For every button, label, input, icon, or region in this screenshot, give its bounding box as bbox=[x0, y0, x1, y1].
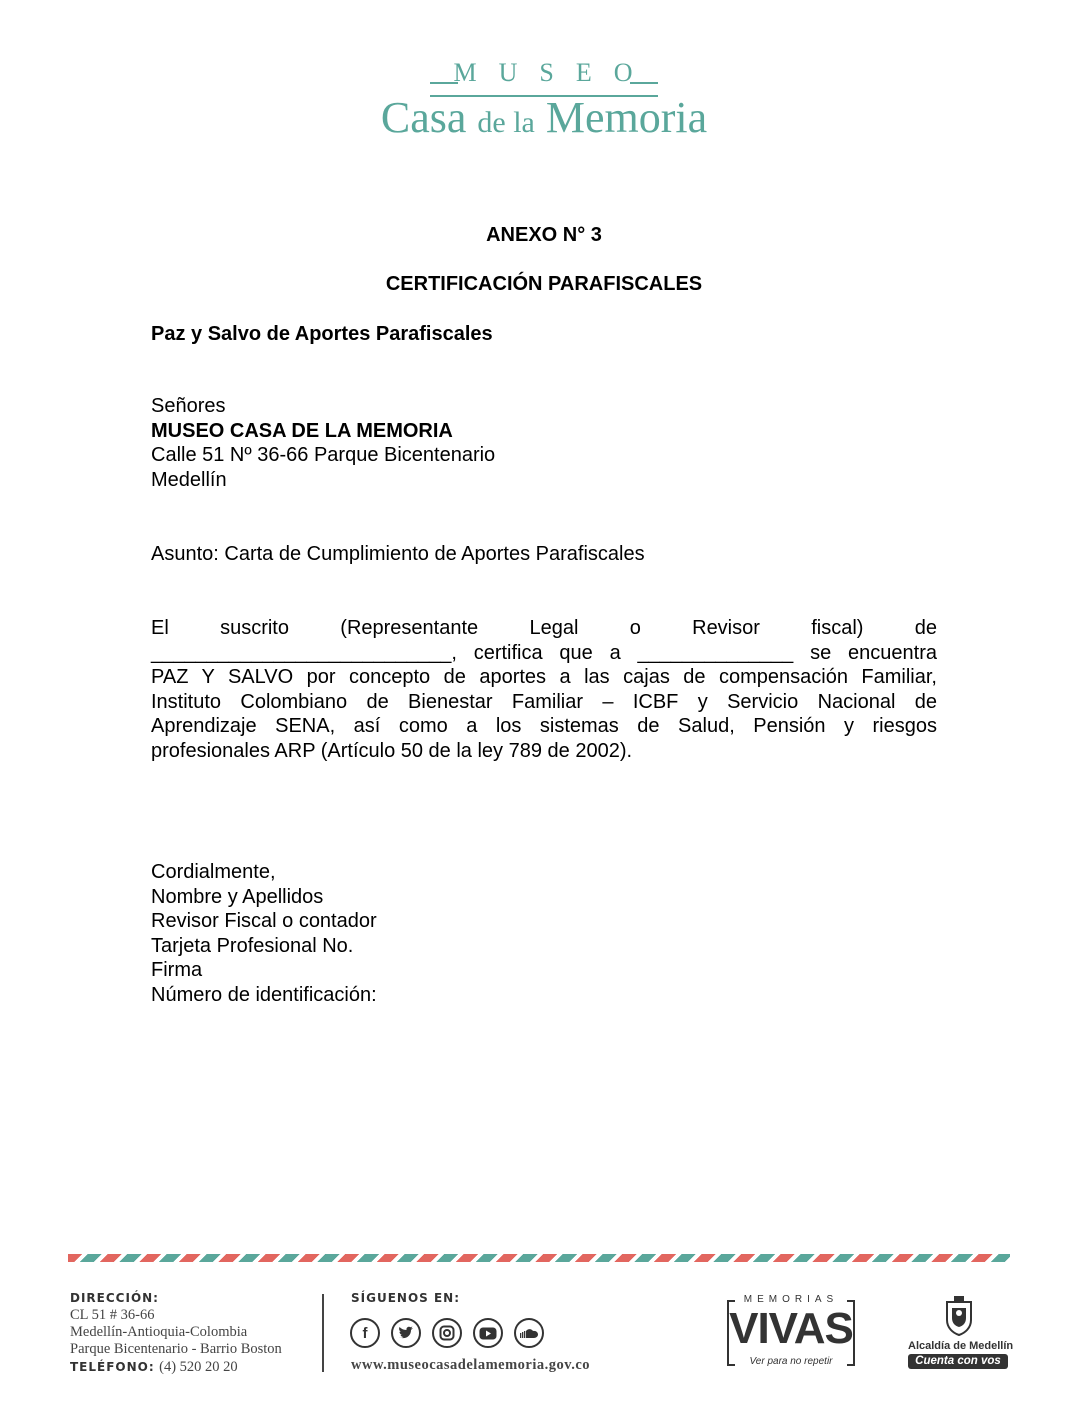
closing-line: Firma bbox=[151, 959, 203, 982]
closing-line: Tarjeta Profesional No. bbox=[151, 934, 354, 957]
twitter-icon[interactable] bbox=[391, 1318, 421, 1348]
telefono-label: TELÉFONO: bbox=[70, 1360, 155, 1374]
coat-of-arms-glyph bbox=[944, 1296, 974, 1336]
document-subtitle: Paz y Salvo de Aportes Parafiscales bbox=[151, 323, 493, 345]
website-link[interactable]: www.museocasadelamemoria.gov.co bbox=[351, 1357, 591, 1373]
body-line: El suscrito (Representante Legal o Revisor fiscal) de bbox=[151, 617, 937, 639]
facebook-icon[interactable]: f bbox=[350, 1318, 380, 1348]
body-line: profesionales ARP (Artículo 50 de la ley 789 de 2002). bbox=[151, 739, 633, 762]
recipient-city: Medellín bbox=[151, 468, 227, 491]
logo-museo-word: MUSEO bbox=[453, 58, 655, 87]
alcaldia-label: Alcaldía de Medellín bbox=[908, 1340, 1014, 1352]
address-block bbox=[151, 394, 495, 492]
recipient-street: Calle 51 Nº 36-66 Parque Bicentenario bbox=[151, 444, 496, 467]
logo-casa: Casa bbox=[380, 93, 467, 142]
footer-stripe bbox=[68, 1254, 1010, 1262]
youtube-glyph bbox=[479, 1327, 497, 1340]
alcaldia-slogan: Cuenta con vos bbox=[908, 1354, 1008, 1369]
address-line: Parque Bicentenario - Barrio Boston bbox=[70, 1341, 282, 1357]
logo-de-la: de la bbox=[477, 106, 535, 139]
subject-line: Asunto: Carta de Cumplimiento de Aportes Parafiscales bbox=[151, 543, 645, 565]
footer-divider bbox=[322, 1294, 324, 1372]
direccion-label: DIRECCIÓN: bbox=[70, 1291, 159, 1305]
body-line: Aprendizaje SENA, así como a los sistemas de Salud, Pensión y riesgos bbox=[151, 715, 937, 738]
follow-label: SÍGUENOS EN: bbox=[351, 1291, 461, 1305]
twitter-bird-glyph bbox=[398, 1326, 414, 1340]
telefono-value: (4) 520 20 20 bbox=[159, 1359, 238, 1375]
instagram-glyph bbox=[439, 1325, 455, 1341]
vivas-label: VIVAS bbox=[729, 1304, 853, 1353]
body-line: Instituto Colombiano de Bienestar Familiar – ICBF y Servicio Nacional de bbox=[151, 690, 937, 713]
body-line: ___________________________, certifica que a ______________ se encuentra bbox=[151, 641, 937, 664]
certification-paragraph bbox=[151, 616, 937, 764]
logo-memoria: Memoria bbox=[545, 93, 708, 142]
annex-title: ANEXO N° 3 bbox=[486, 224, 602, 246]
instagram-icon[interactable] bbox=[432, 1318, 462, 1348]
closing-block bbox=[151, 860, 377, 1008]
document-title: CERTIFICACIÓN PARAFISCALES bbox=[385, 273, 703, 295]
vivas-slogan: Ver para no repetir bbox=[735, 1356, 847, 1367]
closing-line: Revisor Fiscal o contador bbox=[151, 910, 377, 933]
body-line: PAZ Y SALVO por concepto de aportes a las cajas de compensación Familiar, bbox=[151, 666, 937, 689]
soundcloud-icon[interactable] bbox=[514, 1318, 544, 1348]
coat-of-arms-icon bbox=[944, 1296, 974, 1341]
closing-line: Nombre y Apellidos bbox=[151, 885, 324, 908]
memorias-label: MEMORIAS bbox=[735, 1294, 847, 1305]
youtube-icon[interactable] bbox=[473, 1318, 503, 1348]
soundcloud-glyph bbox=[519, 1327, 539, 1339]
closing-line: Cordialmente, bbox=[151, 861, 276, 883]
closing-line: Número de identificación: bbox=[151, 983, 377, 1006]
address-line: Medellín-Antioquia-Colombia bbox=[70, 1324, 248, 1340]
salutation: Señores bbox=[151, 395, 226, 417]
recipient-name: MUSEO CASA DE LA MEMORIA bbox=[151, 419, 453, 442]
footer-address bbox=[70, 1291, 320, 1376]
museum-logo bbox=[0, 92, 1088, 143]
address-line: CL 51 # 36-66 bbox=[70, 1307, 155, 1323]
